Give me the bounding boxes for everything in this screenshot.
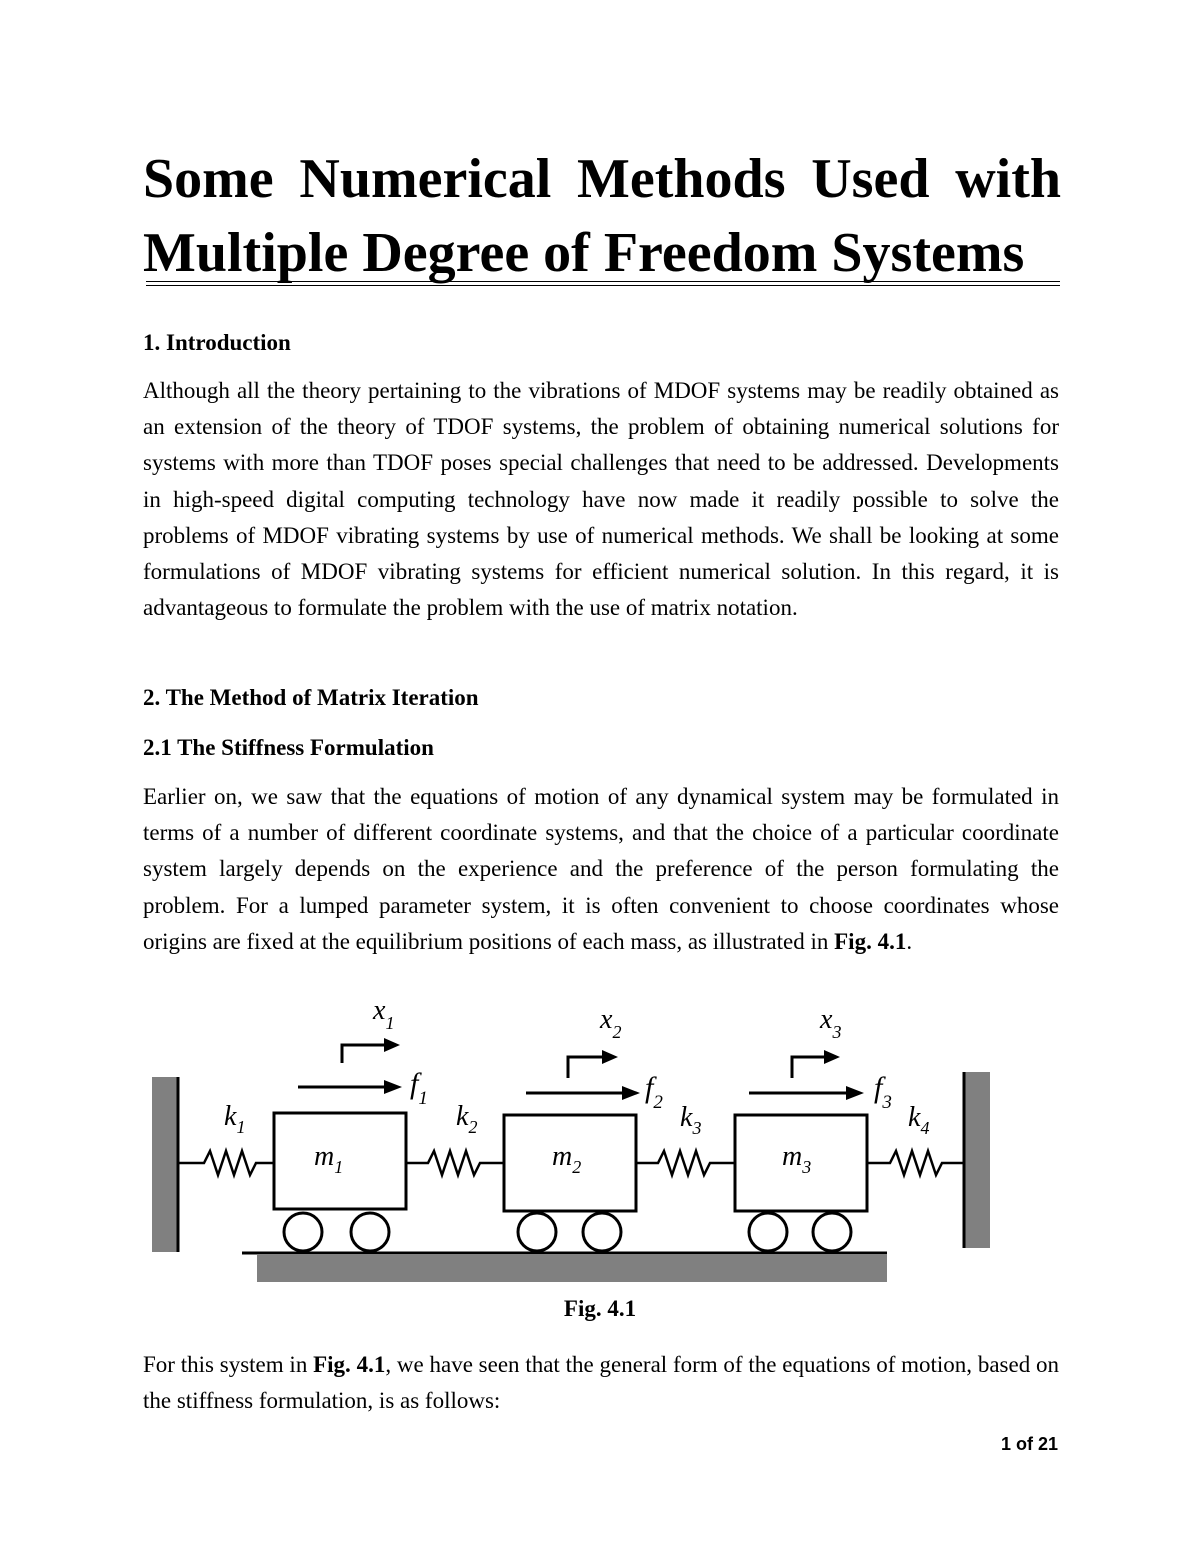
label-k3: $k_3$: [680, 1102, 702, 1138]
label-k2: $k_2$: [456, 1101, 478, 1137]
paragraph-introduction: Although all the theory pertaining to the vibrations of MDOF systems may be readily obtained as an extension of the theory of TDOF systems, the problem of obtaining numerical solutions for systems with more than TDOF poses special challenges that need to be addressed. Developments in high-speed digital computing technology have now made it readily possible to solve the problems of MDOF vibrating systems by use of numerical methods. We shall be looking at some formulations of MDOF vibrating systems for efficient numerical solution. In this regard, it is advantageous to formulate the problem with the use of matrix notation.: [143, 378, 1059, 621]
title-double-rule: [146, 281, 1060, 286]
spring-k1: [178, 1151, 274, 1175]
figure-caption: Fig. 4.1: [563, 1296, 637, 1321]
stiffness-text-end: .: [906, 928, 913, 954]
spring-k4: [867, 1151, 964, 1175]
heading-stiffness-formulation: 2.1 The Stiffness Formulation: [143, 735, 434, 760]
figure-reference: Fig. 4.1: [313, 1352, 386, 1377]
wheel: [813, 1213, 851, 1251]
displacement-arrow-1: [342, 1038, 400, 1063]
after-fig-text: , we have seen that the general form of the equations of motion, based on the stiffness formulation, is as follows:: [143, 1352, 1059, 1414]
label-x3: $x_3$: [820, 1004, 842, 1042]
label-x2: $x_2$: [600, 1004, 622, 1042]
spring-mass-figure: [140, 995, 1000, 1285]
spring-k3: [636, 1151, 735, 1175]
figure-reference: Fig. 4.1: [834, 928, 907, 954]
wheel: [583, 1213, 621, 1251]
label-m2: $m_2$: [552, 1141, 582, 1177]
paragraph-stiffness-formulation: [143, 779, 1059, 960]
wheel: [351, 1213, 389, 1251]
force-arrow-1: [298, 1080, 402, 1094]
label-k1: $k_1$: [224, 1101, 246, 1137]
wheel: [518, 1213, 556, 1251]
document-title: Some Numerical Methods Used with Multiple Degree of Freedom Systems: [143, 148, 1061, 284]
wheel: [284, 1213, 322, 1251]
displacement-arrow-3: [792, 1050, 840, 1078]
spring-k2: [406, 1151, 504, 1175]
label-x1: $x_1$: [373, 995, 395, 1033]
ground: [257, 1255, 887, 1282]
stiffness-text: Earlier on, we saw that the equations of motion of any dynamical system may be formulated in terms of a number of different coordinate systems, and that the choice of a particular coordinate system largely depends on the experience and the preference of the person formulating the problem. For a lumped parameter system, it is often convenient to choose coordinates whose origins are fixed at the equilibrium positions of each mass, as illustrated in: [143, 784, 1059, 954]
label-f2: $f_2$: [645, 1071, 663, 1113]
label-m3: $m_3$: [782, 1141, 812, 1177]
heading-introduction: 1. Introduction: [143, 330, 291, 355]
label-k4: $k_4$: [908, 1102, 930, 1138]
force-arrow-2: [526, 1086, 640, 1100]
after-fig-start: For this system in: [143, 1352, 314, 1377]
heading-matrix-iteration: 2. The Method of Matrix Iteration: [143, 685, 479, 710]
paragraph-equations-intro: [143, 1347, 1059, 1419]
wheel: [749, 1213, 787, 1251]
label-f3: $f_3$: [874, 1071, 892, 1113]
right-wall: [964, 1072, 990, 1248]
label-m1: $m_1$: [314, 1141, 344, 1177]
label-f1: $f_1$: [410, 1067, 428, 1109]
force-arrow-3: [749, 1086, 864, 1100]
left-wall: [152, 1077, 178, 1252]
displacement-arrow-2: [568, 1050, 618, 1078]
page-number: 1 of 21: [1000, 1434, 1058, 1454]
